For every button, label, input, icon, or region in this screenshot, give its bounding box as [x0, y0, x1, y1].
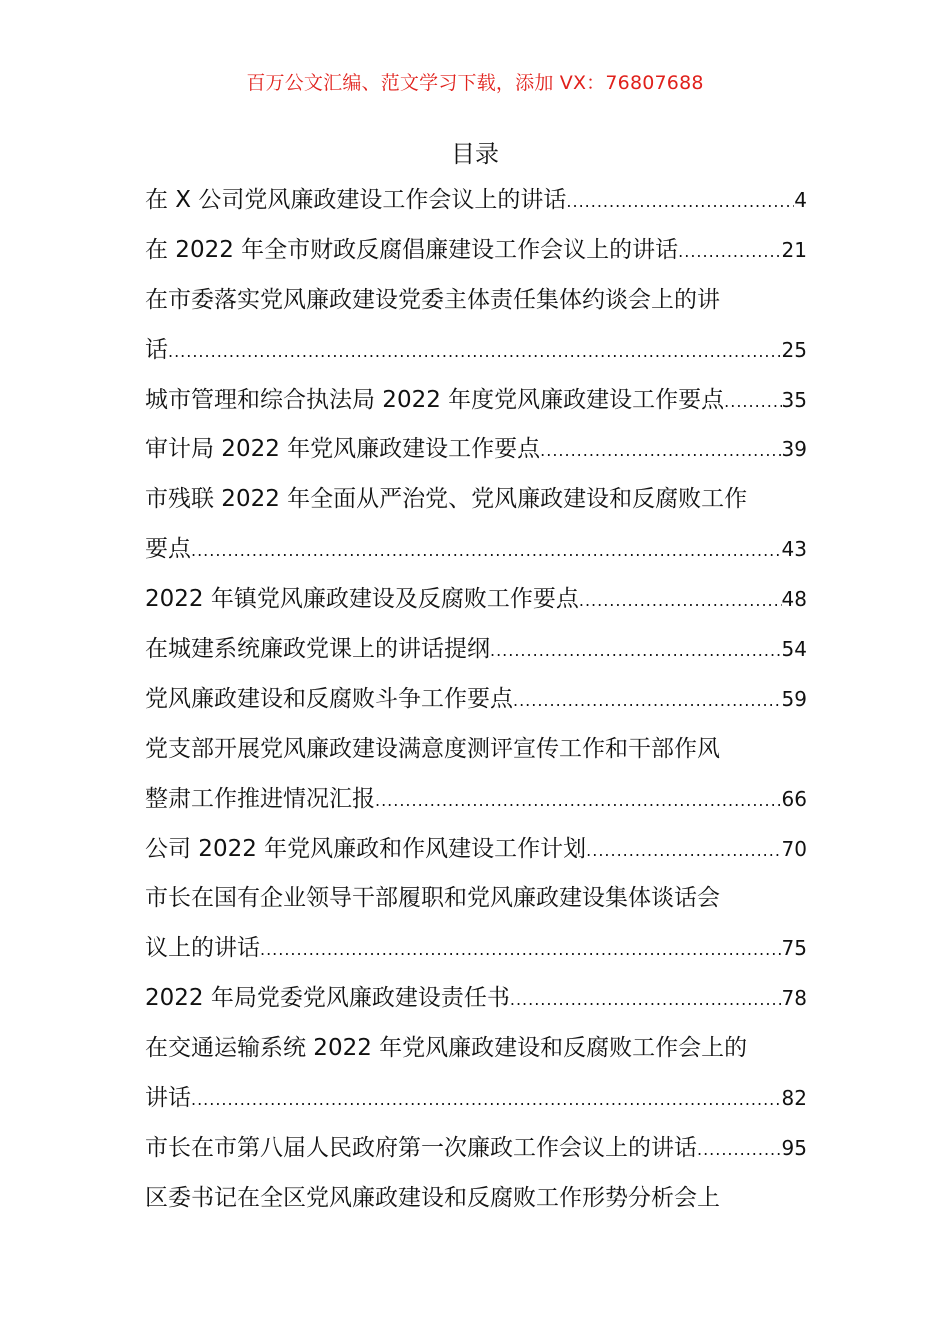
toc-entry-line [145, 425, 807, 475]
toc-dot-leader [260, 925, 782, 974]
toc-page-number: 4 [794, 188, 807, 212]
toc-entry-line: 市残联 2022 年全面从严治党、党风廉政建设和反腐败工作 [145, 486, 748, 513]
toc-entry-line [145, 226, 807, 276]
toc-page-number: 78 [781, 986, 807, 1011]
toc-dot-leader [510, 975, 782, 1024]
toc-entry-title: 议上的讲话 [145, 935, 260, 962]
toc-entry-title: 在 2022 年全市财政反腐倡廉建设工作会议上的讲话 [145, 236, 679, 263]
toc-entry[interactable] [145, 625, 807, 675]
toc-page-number: 59 [781, 686, 807, 711]
toc-entry-title: 要点 [145, 536, 191, 563]
toc-entry[interactable] [145, 575, 807, 625]
toc-page-number: 35 [781, 387, 807, 412]
toc-page-number: 70 [781, 836, 807, 861]
toc-entry-title: 话 [145, 336, 168, 363]
toc-dot-leader [678, 227, 781, 276]
toc-dot-leader [697, 1125, 782, 1174]
toc-entry-line [145, 1074, 807, 1124]
toc-entry-title: 整肃工作推进情况汇报 [145, 785, 375, 812]
toc-page-number: 66 [781, 786, 807, 811]
toc-entry-title: 在城建系统廉政党课上的讲话提纲 [145, 636, 490, 663]
toc-entry-title: 讲话 [145, 1085, 191, 1112]
toc-entry-line: 在交通运输系统 2022 年党风廉政建设和反腐败工作会上的 [145, 1035, 748, 1062]
toc-entry-line [145, 675, 807, 725]
toc-dot-leader [566, 177, 794, 226]
toc-page-number: 54 [781, 637, 807, 662]
toc-entry-line [145, 326, 807, 376]
toc-entry-title: 2022 年局党委党风廉政建设责任书 [145, 985, 510, 1012]
toc-entry-line: 区委书记在全区党风廉政建设和反腐败工作形势分析会上 [145, 1184, 720, 1211]
toc-entry-line: 党支部开展党风廉政建设满意度测评宣传工作和干部作风 [145, 735, 720, 762]
toc-page-number: 48 [781, 587, 807, 612]
toc-page-number: 82 [781, 1086, 807, 1111]
toc-entry[interactable] [145, 874, 807, 974]
toc-entry[interactable] [145, 675, 807, 725]
toc-page-number: 21 [781, 237, 807, 262]
toc-entry[interactable] [145, 276, 807, 376]
toc-dot-leader [579, 576, 782, 625]
toc-entry-line [145, 525, 807, 575]
toc-entry[interactable] [145, 425, 807, 475]
toc-entry[interactable] [145, 825, 807, 875]
toc-entry[interactable] [145, 1124, 807, 1174]
toc-entry-line [145, 775, 807, 825]
toc-entry-title: 2022 年镇党风廉政建设及反腐败工作要点 [145, 586, 579, 613]
toc-entry[interactable] [145, 974, 807, 1024]
toc-entry-line [145, 625, 807, 675]
toc-title: 目录 [451, 140, 499, 168]
toc-entry-title: 党风廉政建设和反腐败斗争工作要点 [145, 685, 513, 712]
toc-page-number: 43 [781, 537, 807, 562]
toc-entry-line [145, 176, 807, 226]
toc-entry-line [145, 376, 807, 426]
toc-entry-line [145, 575, 807, 625]
toc-entry[interactable] [145, 475, 807, 575]
table-of-contents [145, 176, 807, 1224]
toc-entry-line [145, 974, 807, 1024]
toc-dot-leader [540, 426, 781, 475]
toc-entry-title: 市长在市第八届人民政府第一次廉政工作会议上的讲话 [145, 1134, 697, 1161]
toc-entry[interactable] [145, 1024, 807, 1124]
toc-entry-title: 审计局 2022 年党风廉政建设工作要点 [145, 436, 541, 463]
toc-dot-leader [724, 377, 781, 426]
toc-dot-leader [513, 676, 782, 725]
toc-entry[interactable] [145, 226, 807, 276]
toc-entry-line [145, 825, 807, 875]
toc-page-number: 75 [781, 936, 807, 961]
toc-dot-leader [375, 776, 782, 825]
toc-entry[interactable] [145, 376, 807, 426]
toc-page-number: 95 [781, 1135, 807, 1160]
toc-entry-title: 在 X 公司党风廉政建设工作会议上的讲话 [145, 187, 567, 213]
toc-entry-line [145, 1124, 807, 1174]
toc-entry-line [145, 924, 807, 974]
toc-entry[interactable] [145, 725, 807, 825]
toc-entry[interactable] [145, 176, 807, 226]
toc-dot-leader [168, 327, 782, 376]
toc-entry-line: 在市委落实党风廉政建设党委主体责任集体约谈会上的讲 [145, 286, 720, 313]
toc-page-number: 39 [781, 437, 807, 462]
toc-page-number: 25 [781, 337, 807, 362]
toc-dot-leader [490, 626, 782, 675]
toc-entry-title: 公司 2022 年党风廉政和作风建设工作计划 [145, 835, 587, 862]
toc-dot-leader [191, 1075, 782, 1124]
toc-entry-title: 城市管理和综合执法局 2022 年度党风廉政建设工作要点 [145, 386, 725, 413]
toc-entry-line: 市长在国有企业领导干部履职和党风廉政建设集体谈话会 [145, 885, 720, 912]
toc-entry[interactable] [145, 1174, 807, 1224]
header-notice: 百万公文汇编、范文学习下载，添加 VX：76807688 [246, 72, 704, 94]
toc-dot-leader [191, 526, 782, 575]
toc-dot-leader [586, 826, 781, 875]
